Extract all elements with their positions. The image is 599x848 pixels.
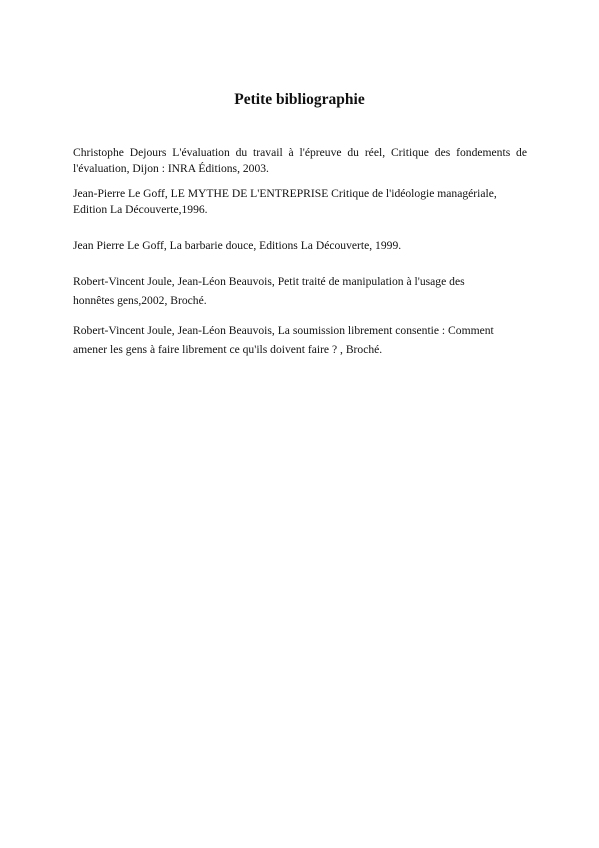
bibliography-entry-line: Jean-Pierre Le Goff, LE MYTHE DE L'ENTREPRISE Critique de l'idéologie managériale,	[73, 187, 497, 200]
bibliography-entry-line: amener les gens à faire librement ce qu'ils doivent faire ? , Broché.	[73, 342, 383, 356]
page-title: Petite bibliographie	[234, 91, 365, 108]
bibliography-entry-line: honnêtes gens,2002, Broché.	[73, 293, 207, 307]
bibliography-list	[73, 145, 527, 359]
bibliography-entry-line: Edition La Découverte,1996.	[73, 203, 208, 216]
bibliography-entry-line: Robert-Vincent Joule, Jean-Léon Beauvois, Petit traité de manipulation à l'usage des	[73, 275, 465, 288]
bibliography-entry-joule-traite	[73, 273, 527, 310]
bibliography-entry-dejours	[73, 145, 527, 177]
bibliography-entry-line: Robert-Vincent Joule, Jean-Léon Beauvois, La soumission librement consentie : Comment	[73, 324, 494, 337]
bibliography-entry-line: Jean Pierre Le Goff, La barbarie douce, Editions La Découverte, 1999.	[73, 239, 402, 252]
bibliography-entry-text: Christophe Dejours L'évaluation du travail à l'épreuve du réel, Critique des fondements de l'évaluation, Dijon : INRA Éditions, 2003.	[73, 146, 527, 175]
bibliography-entry-joule-soumission	[73, 322, 527, 359]
bibliography-entry-le-goff-mythe	[73, 186, 527, 218]
bibliography-entry-le-goff-barbarie	[73, 238, 527, 254]
